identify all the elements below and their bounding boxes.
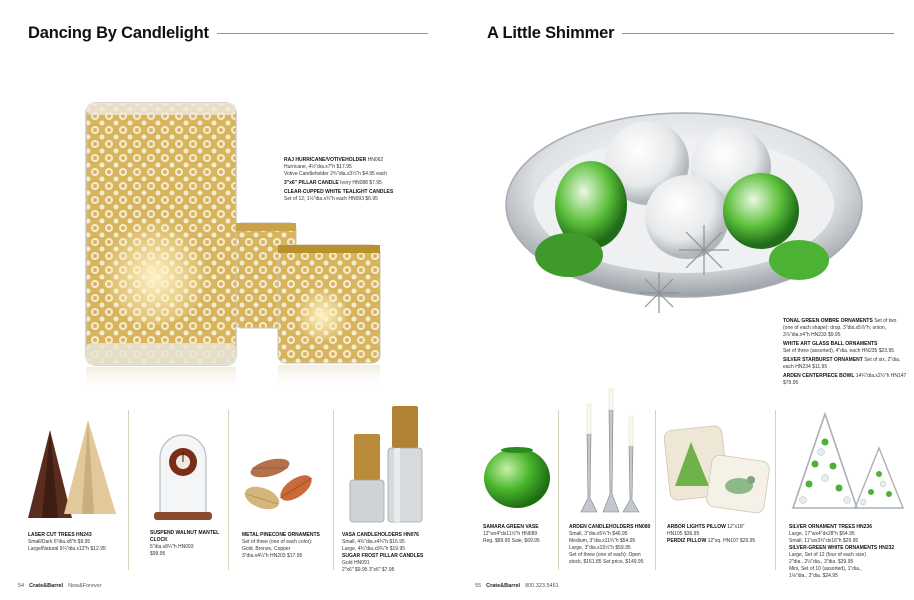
main-caption-right bbox=[783, 318, 907, 389]
footer-text: Now&Forever bbox=[68, 583, 102, 589]
product-detail: Mini, Set of 10 (assorted), 1"dia., bbox=[789, 566, 862, 572]
product-detail: Set of six, 2"dia. each HN234 $11.95 bbox=[783, 357, 901, 370]
samara-vase-image bbox=[481, 444, 553, 514]
ornament-trees-image bbox=[787, 412, 907, 512]
title-rule bbox=[217, 33, 428, 34]
product-detail: Reg. $89.95 Sale, $69.95 bbox=[483, 538, 540, 544]
product-detail: Set of 12; 1½"dia.x¾"h each HN093 $6.95 bbox=[284, 196, 378, 202]
product-name: SUSPEND WALNUT MANTEL CLOCK bbox=[150, 530, 220, 543]
left-heading bbox=[28, 24, 428, 43]
product-detail: 12"wx4"dx11½"h HN089 bbox=[483, 531, 538, 537]
product-detail: 1⅛"dia., 2"dia. $24.95 bbox=[789, 573, 838, 579]
product-detail: Votive Candleholder 2¾"dia.x3¼"h $4.95 each bbox=[284, 171, 388, 177]
product-detail: Hurricane, 4½"dia.x7"h $17.95 bbox=[284, 164, 352, 170]
product-name: ARDEN CANDLEHOLDERS HN080 bbox=[569, 524, 651, 530]
column-divider bbox=[558, 410, 559, 570]
product-name: TONAL GREEN OMBRE ORNAMENTS bbox=[783, 318, 873, 324]
column-divider bbox=[655, 410, 656, 570]
product-detail: Gold HN091 bbox=[342, 560, 370, 566]
title-rule bbox=[622, 33, 894, 34]
product-detail: Ivory HN088 $7.95 bbox=[340, 180, 382, 186]
product-name: WHITE ART GLASS BALL ORNAMENTS bbox=[783, 341, 878, 347]
product-caption bbox=[667, 524, 773, 545]
brand-name: Crate&Barrel bbox=[29, 583, 64, 589]
product-name: ARDEN CENTERPIECE BOWL bbox=[783, 373, 855, 379]
product-caption bbox=[28, 532, 126, 553]
product-detail: Medium, 3"dia.x11¾"h $54.95 bbox=[569, 538, 636, 544]
product-caption bbox=[483, 524, 557, 545]
product-detail: stock, $161.85 Set price, $149.95 bbox=[569, 559, 644, 565]
column-divider bbox=[128, 410, 129, 570]
product-detail: Large, 17"wx4"dx28"h $54.95 bbox=[789, 531, 855, 537]
page-footer bbox=[18, 583, 107, 589]
product-detail: Large, Set of 12 (four of each size) bbox=[789, 552, 866, 558]
main-caption-left bbox=[284, 157, 444, 205]
page-footer bbox=[475, 583, 564, 589]
product-caption bbox=[342, 532, 454, 574]
product-name: VASA CANDLEHOLDERS HN076 bbox=[342, 532, 419, 538]
arden-candleholders-image bbox=[575, 388, 645, 516]
product-detail: HN105 $36.95 bbox=[667, 531, 700, 537]
product-detail: Set of two (one of each shape): drop, 3"dia.x5⅞"h; onion, 3⅞"dia.x4"h HN233 $9.95 bbox=[783, 318, 897, 338]
laser-cut-trees-image bbox=[24, 418, 124, 526]
page-number: 55 bbox=[475, 583, 482, 589]
product-name: SUGAR FROST PILLAR CANDLES bbox=[342, 553, 424, 559]
product-detail: Small, 11"wx3¾"dx16"h $29.95 bbox=[789, 538, 859, 544]
product-detail: $99.95 bbox=[150, 551, 166, 557]
mantel-clock-image bbox=[152, 428, 214, 524]
product-caption bbox=[150, 530, 230, 558]
product-name: LASER CUT TREES HN243 bbox=[28, 532, 92, 538]
product-detail: Small/Dark 6"dia.x8"h $9.95 bbox=[28, 539, 91, 545]
footer-text: 800.323.5461 bbox=[525, 583, 559, 589]
brand-name: Crate&Barrel bbox=[486, 583, 521, 589]
product-detail: Gold, Bronze, Copper bbox=[242, 546, 291, 552]
product-detail: Set of three (assorted), 4"dia. each HN235 $23.95 bbox=[783, 348, 895, 354]
product-detail: Large, 4¾"dia.x9¾"h $19.95 bbox=[342, 546, 406, 552]
product-detail: 2"x6" $9.95 3"x6" $7.95 bbox=[342, 567, 395, 573]
vasa-candleholders-image bbox=[346, 404, 424, 524]
product-name: METAL PINECONE ORNAMENTS bbox=[242, 532, 320, 538]
product-detail: Large/Natural 9¼"dia.x12"h $12.95 bbox=[28, 546, 106, 552]
product-caption bbox=[789, 524, 913, 580]
product-detail: Small, 4¾"dia.x4¾"h $16.95 bbox=[342, 539, 405, 545]
pillows-image bbox=[663, 424, 771, 520]
product-name: SILVER-GREEN WHITE ORNAMENTS HN232 bbox=[789, 545, 895, 551]
product-detail: Large, 3"dia.x15½"h $59.95 bbox=[569, 545, 631, 551]
product-detail: 14¾"dia.x2½"h HN147 $79.95 bbox=[783, 373, 907, 386]
product-name: SILVER STARBURST ORNAMENT bbox=[783, 357, 863, 363]
product-name: ARBOR LIGHTS PILLOW bbox=[667, 524, 726, 530]
hurricane-candle-image bbox=[60, 95, 390, 395]
product-caption bbox=[242, 532, 332, 560]
right-heading bbox=[487, 24, 897, 43]
product-detail: Small, 3"dia.x5¾"h $46.95 bbox=[569, 531, 628, 537]
product-sku: HN062 bbox=[367, 157, 384, 163]
product-detail: 3"dia.x4¼"h HN203 $17.95 bbox=[242, 553, 303, 559]
page-title: Dancing By Candlelight bbox=[28, 24, 209, 42]
product-detail: 5"dia.x8¼"h HN093 bbox=[150, 544, 194, 550]
product-name: CLEAR-CUPPED WHITE TEALIGHT CANDLES bbox=[284, 189, 394, 195]
product-detail: 2"dia., 2½"dia., 3"dia. $39.95 bbox=[789, 559, 854, 565]
product-name: SILVER ORNAMENT TREES HN236 bbox=[789, 524, 872, 530]
product-detail: Set of three (one of each): Open bbox=[569, 552, 641, 558]
product-detail: 12"x18" bbox=[727, 524, 745, 530]
pinecone-ornaments-image bbox=[240, 450, 322, 522]
product-name: PERDIZ PILLOW bbox=[667, 538, 707, 544]
column-divider bbox=[775, 410, 776, 570]
product-detail: Set of three (one of each color): bbox=[242, 539, 313, 545]
product-caption bbox=[569, 524, 655, 566]
page-title: A Little Shimmer bbox=[487, 24, 615, 42]
column-divider bbox=[333, 410, 334, 570]
product-name: 3"x6" PILLAR CANDLE bbox=[284, 180, 339, 186]
product-name: SAMARA GREEN VASE bbox=[483, 524, 539, 530]
product-name: RAJ HURRICANE/VOTIVEHOLDER bbox=[284, 157, 367, 163]
product-detail: 12"sq. HN107 $29.95 bbox=[707, 538, 756, 544]
page-number: 54 bbox=[18, 583, 25, 589]
right-page bbox=[457, 0, 914, 600]
centerpiece-bowl-image bbox=[499, 105, 869, 325]
